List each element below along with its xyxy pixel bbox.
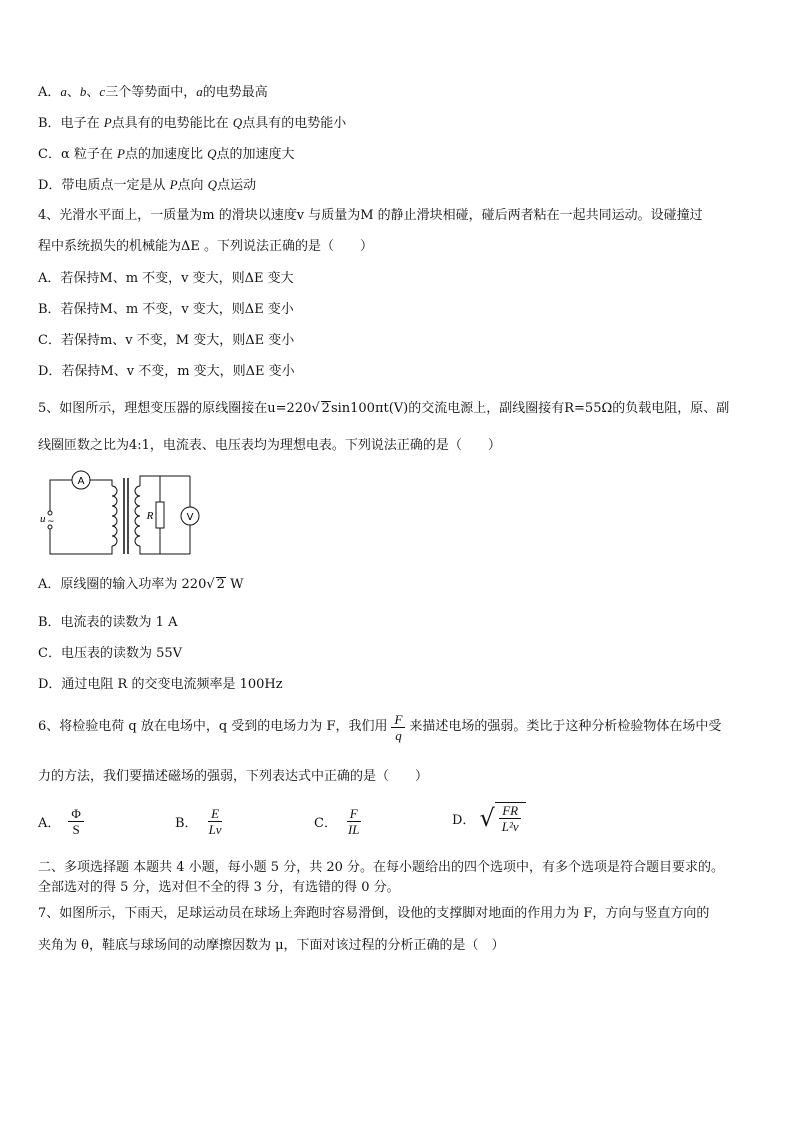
fraction-den: Lv — [208, 822, 222, 837]
math-variable: a — [196, 84, 203, 99]
q6-stem-line2: 力的方法，我们要描述磁场的强弱，下列表达式中正确的是（ ） — [38, 769, 429, 784]
option-label: D． — [452, 812, 476, 828]
q5-stem-line2: 线圈匝数之比为4:1，电流表、电压表均为理想电表。下列说法正确的是（ ） — [38, 438, 501, 453]
secondary-coil — [135, 486, 140, 546]
math-variable: a — [60, 84, 67, 99]
section2-instructions-line1: 二、多项选择题 本题共 4 小题，每小题 5 分，共 20 分。在每小题给出的四个选项中，有多个选项是符合题目要求的。 — [38, 860, 725, 875]
fraction-den: IL — [347, 822, 360, 837]
q5-option-c: C．电压表的读数为 55V — [38, 646, 183, 661]
q5-stem-line1 — [38, 400, 764, 418]
q5-option-d: D．通过电阻 R 的交变电流频率是 100Hz — [38, 677, 283, 692]
option-text: 点向 — [177, 178, 208, 193]
fraction-num: Φ — [68, 806, 84, 822]
ac-source-symbol: ~ — [47, 517, 55, 527]
fraction-num: E — [208, 806, 222, 822]
option-text: 、 — [66, 85, 80, 100]
option-text: 电子在 — [60, 116, 104, 131]
voltmeter-label: V — [186, 512, 194, 523]
option-fraction — [345, 806, 363, 837]
q6-stem-line1 — [38, 709, 764, 745]
math-variable: P — [169, 177, 178, 192]
fraction-den: L²v — [501, 819, 519, 834]
q6-fraction-den: q — [395, 727, 402, 743]
section2-instructions-line2: 全部选对的得 5 分，选对但不全的得 3 分，有选错的得 0 分。 — [38, 880, 400, 895]
option-text: 点的加速度大 — [216, 147, 295, 162]
option-sqrt — [479, 800, 525, 836]
q3-option-a — [38, 83, 764, 102]
option-text: 的电势最高 — [202, 85, 268, 100]
q6-option-b — [175, 806, 229, 837]
q4-option-d: D．若保持M、v 不变，m 变大，则ΔE 变小 — [38, 364, 295, 379]
q5-option-a-sqrt: 2 — [216, 577, 225, 592]
option-fraction — [68, 806, 84, 837]
fraction-den: S — [72, 822, 80, 837]
sqrt-symbol: √ — [206, 577, 215, 592]
q5-option-a-unit: W — [230, 577, 244, 592]
transformer-circuit-diagram — [34, 466, 214, 558]
option-label: B． — [175, 816, 198, 831]
option-label: A． — [38, 85, 61, 100]
q7-stem-line2: 夹角为 θ，鞋底与球场间的动摩擦因数为 μ，下面对该过程的分析正确的是（ ） — [38, 938, 505, 953]
math-variable: P — [103, 115, 112, 130]
q6-stem-text-a: 6、将检验电荷 q 放在电场中，q 受到的电场力为 F，我们用 — [38, 719, 388, 734]
option-text: 点运动 — [217, 178, 257, 193]
ammeter-label: A — [77, 476, 85, 487]
option-text: 三个等势面中， — [105, 85, 197, 100]
option-label: B． — [38, 116, 61, 131]
q7-stem-line1: 7、如图所示，下雨天，足球运动员在球场上奔跑时容易滑倒，设他的支撑脚对地面的作用力为 F，方向与竖直方向的 — [38, 906, 710, 921]
option-fraction — [206, 806, 225, 837]
q5-option-b: B．电流表的读数为 1 A — [38, 615, 178, 630]
q4-option-b: B．若保持M、m 不变，v 变大，则ΔE 变小 — [38, 302, 294, 317]
q6-fraction — [391, 712, 405, 743]
math-variable: Q — [232, 115, 243, 130]
math-variable: b — [79, 84, 87, 99]
option-label: C． — [38, 147, 61, 162]
q5-option-a — [38, 576, 764, 594]
q3-option-d — [38, 176, 764, 195]
option-label: C． — [314, 816, 337, 831]
math-variable: Q — [207, 177, 218, 192]
source-u-label: u — [40, 513, 46, 525]
q6-fraction-num: F — [391, 712, 405, 728]
primary-coil — [112, 486, 117, 546]
q4-option-a: A．若保持M、m 不变，v 变大，则ΔE 变大 — [38, 271, 294, 286]
q5-stem-text-b: sin100πt(V)的交流电源上，副线圈接有R=55Ω的负载电阻，原、副 — [330, 401, 730, 416]
fraction-num: FR — [499, 803, 521, 819]
q4-stem-line2: 程中系统损失的机械能为ΔE 。下列说法正确的是（ ） — [38, 239, 374, 254]
resistor-box — [156, 502, 164, 528]
q3-option-c — [38, 145, 764, 164]
math-variable: P — [117, 146, 125, 161]
q5-stem-text-a: 5、如图所示，理想变压器的原线圈接在u=220 — [38, 401, 312, 416]
q3-option-b — [38, 114, 764, 133]
q6-option-d — [452, 800, 526, 836]
option-label: A． — [38, 816, 61, 831]
q5-option-a-text: A．原线圈的输入功率为 220 — [38, 577, 207, 592]
option-text: 点具有的电势能比在 — [111, 116, 233, 131]
option-text: 点的加速度比 — [124, 147, 208, 162]
q5-sqrt-radicand: 2 — [321, 401, 330, 416]
math-variable: c — [99, 84, 106, 99]
option-text: 、 — [86, 85, 100, 100]
q6-option-a — [38, 806, 88, 837]
option-text: 点具有的电势能小 — [242, 116, 347, 131]
fraction-num: F — [347, 806, 361, 822]
q6-stem-text-b: 来描述电场的强弱。类比于这种分析检验物体在场中受 — [409, 719, 722, 734]
sqrt-symbol: √ — [311, 401, 320, 416]
option-text: α 粒子在 — [60, 147, 117, 162]
sqrt-symbol: √ — [479, 804, 495, 832]
option-text: 带电质点一定是从 — [61, 178, 170, 193]
option-label: D． — [38, 178, 62, 193]
q4-stem-line1: 4、光滑水平面上，一质量为m 的滑块以速度v 与质量为M 的静止滑块相碰，碰后两者粘在一起共同运动。设碰撞过 — [38, 208, 703, 223]
q6-option-c — [314, 806, 367, 837]
math-variable: Q — [207, 146, 217, 161]
q4-option-c: C．若保持m、v 不变，M 变大，则ΔE 变小 — [38, 333, 295, 348]
resistor-label: R — [146, 510, 154, 522]
option-fraction — [499, 803, 522, 834]
